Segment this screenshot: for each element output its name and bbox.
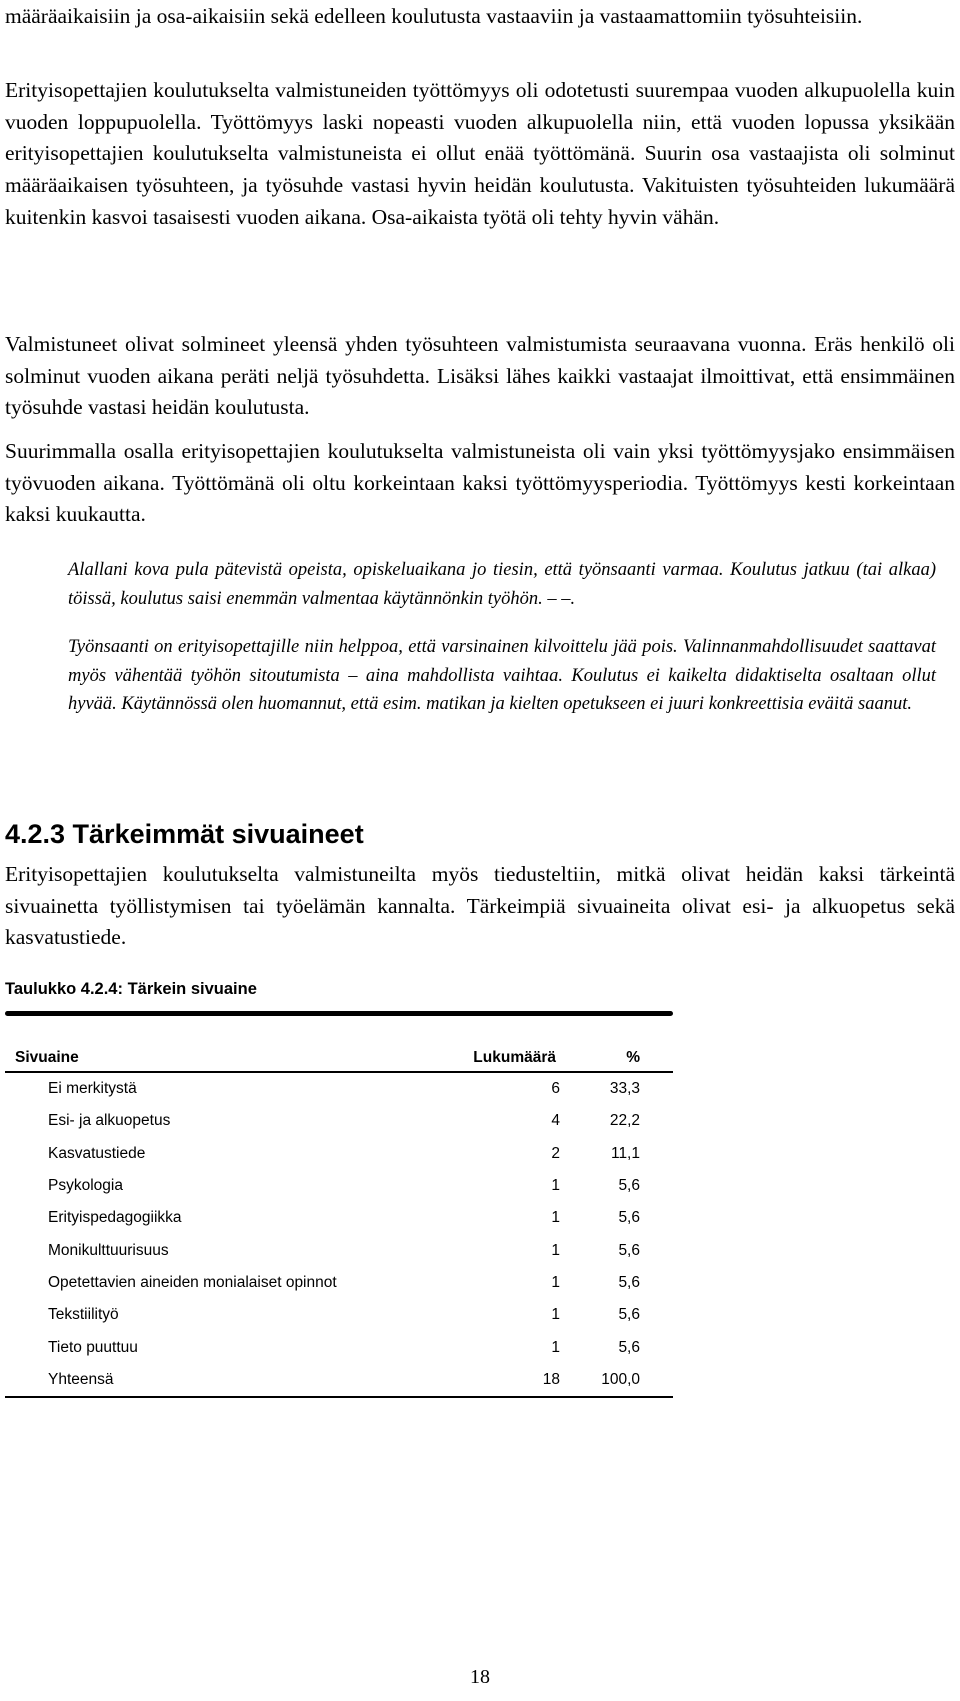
- cell-count: 1: [551, 1338, 560, 1356]
- quote-2: Työnsaanti on erityisopettajille niin helppoa, että varsinainen kilvoittelu jää pois. Valinnanmahdollisuudet saattavat myös vähentää työhön sitoutumista – aina mahdollista vaihtaa. Koulutus ei kaikelta didaktiselta osaltaan ollut hyvää. Käytännössä olen huomannut, että esim. matikan ja kielten opetukseen ei juuri konkreettisia eväitä saanut.: [68, 637, 936, 714]
- cell-count: 1: [551, 1241, 560, 1259]
- cell-percent: 33,3: [609, 1080, 640, 1098]
- cell-count: 1: [551, 1209, 560, 1227]
- minor-subject-table: [5, 1045, 673, 1398]
- cell-percent: 5,6: [618, 1241, 640, 1259]
- cell-percent: 22,2: [609, 1112, 640, 1130]
- cell-count: 2: [551, 1144, 560, 1162]
- header-subject: Sivuaine: [5, 1045, 426, 1072]
- paragraph-unemployment-periods: Suurimmalla osalla erityisopettajien koulutukselta valmistuneista oli vain yksi työttömyysjako ensimmäisen työvuoden aikana. Työttömänä oli oltu korkeintaan kaksi työttömyysperiodia. Työttömyys kesti korkeintaan kaksi kuukautta.: [5, 439, 955, 527]
- table-row: [5, 1267, 673, 1299]
- cell-subject: Monikulttuurisuus: [48, 1241, 169, 1259]
- paragraph-contracts: Valmistuneet olivat solmineet yleensä yhden työsuhteen valmistumista seuraavana vuonna. Eräs henkilö oli solminut vuoden aikana peräti neljä työsuhdetta. Lisäksi lähes kaikki vastaajat ilmoittivat, että ensimmäinen työsuhde vastasi heidän koulutusta.: [5, 332, 955, 420]
- table-row-total: [5, 1364, 673, 1397]
- table-header-row: [5, 1045, 673, 1072]
- cell-subject: Ei merkitystä: [48, 1080, 137, 1098]
- cell-percent: 11,1: [610, 1144, 640, 1162]
- cell-subject: Yhteensä: [5, 1364, 426, 1397]
- cell-subject: Esi- ja alkuopetus: [48, 1112, 171, 1130]
- cell-subject: Tieto puuttuu: [48, 1338, 138, 1356]
- cell-count: 1: [551, 1306, 560, 1324]
- cell-count: 4: [551, 1112, 560, 1130]
- paragraph-unemployment-trend: Erityisopettajien koulutukselta valmistuneiden työttömyys oli odotetusti suurempaa vuoden alkupuolella kuin vuoden loppupuolella. Työttömyys laski nopeasti vuoden alkupuolella niin, että vuoden lopussa yksikään erityisopettajien koulutukselta valmistuneista ei ollut enää työttömänä. Suurin osa vastaajista oli solminut määräaikaisen työsuhteen, ja työsuhde vastasi hyvin heidän koulutusta. Vakituisten työsuhteiden lukumäärä kuitenkin kasvoi tasaisesti vuoden aikana. Osa-aikaista työtä oli tehty hyvin vähän.: [5, 78, 955, 229]
- table-row: [5, 1202, 673, 1234]
- cell-percent: 5,6: [618, 1177, 640, 1195]
- cell-percent: 5,6: [618, 1273, 640, 1291]
- cell-subject: Psykologia: [48, 1177, 123, 1195]
- table-row: [5, 1299, 673, 1331]
- page-number: 18: [470, 1666, 490, 1688]
- cell-count: 1: [551, 1177, 560, 1195]
- table-top-rule: [5, 1011, 673, 1016]
- cell-count: 6: [551, 1080, 560, 1098]
- table-row: [5, 1072, 673, 1105]
- table-caption: Taulukko 4.2.4: Tärkein sivuaine: [5, 980, 257, 998]
- table-row: [5, 1331, 673, 1363]
- table-row: [5, 1105, 673, 1137]
- cell-percent: 100,0: [560, 1364, 673, 1397]
- table-row: [5, 1234, 673, 1266]
- header-count: Lukumäärä: [426, 1045, 560, 1072]
- cell-count: 1: [551, 1273, 560, 1291]
- cell-count: 18: [426, 1364, 560, 1397]
- paragraph-minor-subjects: Erityisopettajien koulutukselta valmistuneilta myös tiedusteltiin, mitkä olivat heidän kaksi tärkeintä sivuainetta työllistymisen tai työelämän kannalta. Tärkeimpiä sivuaineita olivat esi- ja alkuopetus sekä kasvatustiede.: [5, 862, 955, 950]
- respondent-quotes: [68, 556, 936, 719]
- cell-subject: Erityispedagogiikka: [48, 1209, 182, 1227]
- quote-1: Alallani kova pula pätevistä opeista, opiskeluaikana jo tiesin, että työnsaanti varmaa. Koulutus jatkuu (tai alkaa) töissä, koulutus saisi enemmän valmentaa käytännönkin työhön. – –.: [68, 560, 936, 609]
- header-percent: %: [560, 1045, 673, 1072]
- cell-subject: Kasvatustiede: [48, 1144, 146, 1162]
- table-row: [5, 1170, 673, 1202]
- cell-percent: 5,6: [618, 1306, 640, 1324]
- paragraph-employment-types: määräaikaisiin ja osa-aikaisiin sekä edelleen koulutusta vastaaviin ja vastaamattomiin työsuhteisiin.: [5, 4, 863, 28]
- section-heading: 4.2.3 Tärkeimmät sivuaineet: [5, 819, 364, 849]
- cell-subject: Opetettavien aineiden monialaiset opinnot: [48, 1273, 337, 1291]
- table-row: [5, 1138, 673, 1170]
- cell-percent: 5,6: [618, 1338, 640, 1356]
- cell-percent: 5,6: [618, 1209, 640, 1227]
- cell-subject: Tekstiilityö: [48, 1306, 119, 1324]
